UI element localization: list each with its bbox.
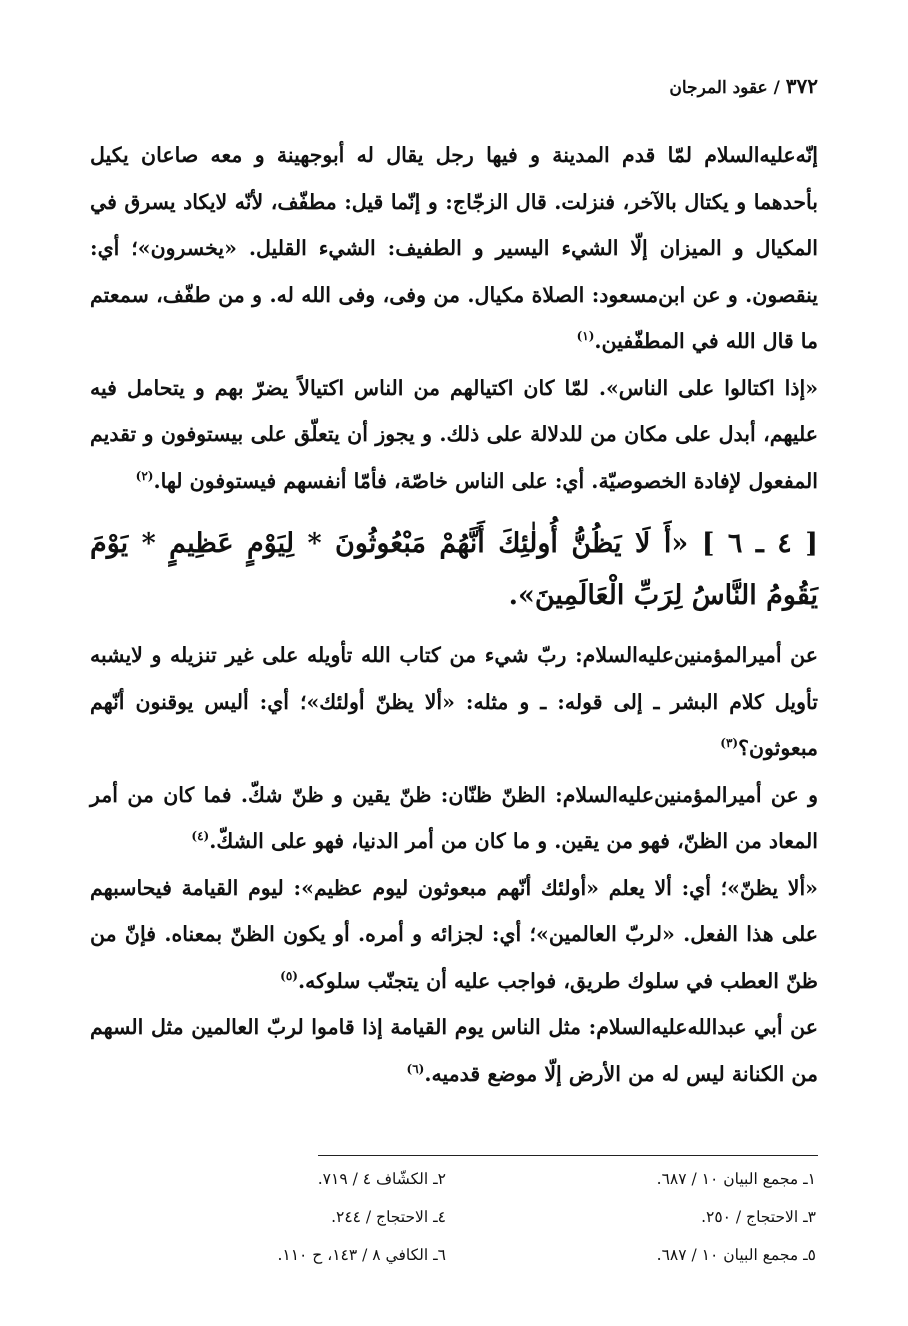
paragraph-text: عن أميرالمؤمنين‌عليه‌السلام: ربّ شيء من كتاب الله تأويله على غير تنزيله و لايشبه تأويل كلام البشر ـ إلى قوله: ـ و مثله: «ألا يظنّ أولئك»؛ أي: أليس يوقنون أنّهم مبعوثون؟ (90, 643, 818, 760)
footnote-mark: (٦) (406, 1061, 425, 1076)
verse-text: «أَ لَا يَظُنُّ أُولٰئِكَ أَنَّهُمْ مَبْعُوثُونَ * لِيَوْمٍ عَظِيمٍ * يَوْمَ يَقُومُ النَّاسُ لِرَبِّ الْعَالَمِينَ». (90, 528, 818, 611)
footnote-mark: (٣) (720, 736, 739, 751)
paragraph (90, 365, 818, 505)
footnote: ٣ـ الاحتجاج / ٢٥٠. (701, 1208, 816, 1226)
footnote: ٤ـ الاحتجاج / ٢٤٤. (331, 1208, 446, 1226)
paragraph-text: إنّه‌عليه‌السلام لمّا قدم المدينة و فيها رجل يقال له أبوجهينة و معه صاعان يكيل بأحدهما و يكتال بالآخر، فنزلت. قال الزجّاج: و إنّما قيل: مطفّف، لأنّه لايكاد يسرق في المكيال و الميزان إلّا الشيء اليسير و الطفيف: الشيء القليل. «يخسرون»؛ أي: ينقصون. و عن ابن‌مسعود: الصلاة مكيال. من وفى، وفى الله له. و من طفّف، سمعتم ما قال الله في المطفّفين. (90, 143, 818, 353)
paragraph (90, 632, 818, 772)
verse-reference: [ ٤ ـ ٦ ] (701, 528, 818, 559)
book-title: عقود المرجان (669, 78, 768, 98)
running-header (669, 74, 818, 98)
header-separator: / (773, 78, 780, 98)
paragraph-text: و عن أميرالمؤمنين‌عليه‌السلام: الظنّ ظنّان: ظنّ يقين و ظنّ شكّ. فما كان من أمر المعاد من الظنّ، فهو من يقين. و ما كان من أمر الدنيا، فهو على الشكّ. (90, 782, 818, 853)
footnote-divider (318, 1155, 818, 1156)
footnote: ٦ـ الكافي ٨ / ١٤٣، ح ١١٠. (277, 1246, 446, 1264)
footnote-mark: (٢) (135, 468, 154, 483)
paragraph-text: عن أبي عبدالله‌عليه‌السلام: مثل الناس يوم القيامة إذا قاموا لربّ العالمين مثل السهم من الكنانة ليس له من الأرض إلّا موضع قدميه. (90, 1015, 818, 1086)
footnote-mark: (١) (576, 329, 595, 344)
footnote: ٢ـ الكشّاف ٤ / ٧١٩. (317, 1170, 446, 1188)
main-text (90, 132, 818, 1097)
paragraph (90, 865, 818, 1005)
paragraph (90, 132, 818, 365)
footnote: ٥ـ مجمع البيان ١٠ / ٦٨٧. (656, 1246, 816, 1264)
paragraph (90, 772, 818, 865)
quran-verse (90, 518, 818, 622)
paragraph-text: «إذا اكتالوا على الناس». لمّا كان اكتيالهم من الناس اكتيالاً يضرّ بهم و يتحامل فيه عليهم، أبدل على مكان من للدلالة على ذلك. و يجوز أن يتعلّق على بيستوفون و تقديم المفعول لإفادة الخصوصيّة. أي: على الناس خاصّة، فأمّا أنفسهم فيستوفون لها. (90, 375, 819, 493)
page-number: ٣٧٢ (785, 74, 818, 98)
footnote-mark: (٤) (191, 829, 210, 844)
paragraph-text: «ألا يظنّ»؛ أي: ألا يعلم «أولئك أنّهم مبعوثون ليوم عظيم»: ليوم القيامة فيحاسبهم على هذا الفعل. «لربّ العالمين»؛ أي: لجزائه و أمره. أو يكون الظنّ بمعناه. فإنّ من ظنّ العطب في سلوك طريق، فواجب عليه أن يتجنّب سلوكه. (90, 875, 818, 993)
footnote: ١ـ مجمع البيان ١٠ / ٦٨٧. (656, 1170, 816, 1188)
paragraph (90, 1004, 818, 1097)
footnote-mark: (٥) (280, 968, 298, 983)
